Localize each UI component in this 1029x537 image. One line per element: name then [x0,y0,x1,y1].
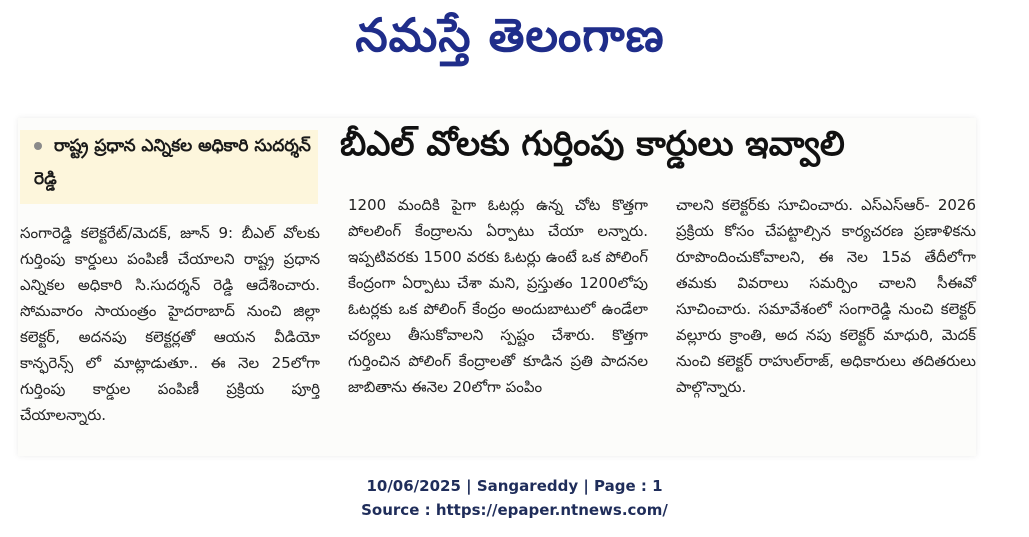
footer-dateline: 10/06/2025 | Sangareddy | Page : 1 [366,477,663,495]
article-column-2: 1200 మందికి పైగా ఓటర్లు ఉన్న చోట కొత్తగా పోలలింగ్ కేంద్రాలను ఏర్పాటు చేయా లన్నారు. ఇప్పటివరకు 1500 వరకు ఓటర్లు ఉంటే ఒక పోలింగ్ కేంద్రంగా ఏర్పాటు చేశా మని, ప్రస్తుతం 1200లోపు ఓటర్లకు ఒక పోలింగ్ కేంద్రం అందుబాటులో ఉండేలా చర్యలు తీసుకోవాలని స్పష్టం చేశారు. కొత్తగా గుర్తించిన పోలింగ్ కేంద్రాలతో కూడిన ప్రతి పాదనల జాబితాను ఈనెల 20లోగా పంపిం [348,196,648,396]
newspaper-masthead: నమస్తే తెలంగాణ [355,8,665,62]
page-footer [0,474,1029,522]
footer-source: Source : https://epaper.ntnews.com/ [361,501,668,519]
bullet-icon [34,142,42,150]
article-headline: బీఎల్ వోలకు గుర్తింపు కార్డులు ఇవ్వాలి [340,124,845,164]
highlight-quote [34,130,314,196]
article-column-1: సంగారెడ్డి కలెక్టరేట్/మెదక్, జూన్ 9: బీఎల్ వోలకు గుర్తింపు కార్డులు పంపిణీ చేయాలని రాష్ట్ర ప్రధాన ఎన్నికల అధికారి సి.సుదర్శన్ రెడ్డి ఆదేశించారు. సోమవారం సాయంత్రం హైదరాబాద్ నుంచి జిల్లా కలెక్టర్, అదనపు కలెక్టర్లతో ఆయన వీడియో కాన్ఫరెన్స్ లో మాట్లాడుతూ.. ఈ నెల 25లోగా గుర్తింపు కార్డుల పంపిణీ ప్రక్రియ పూర్తి చేయాలన్నారు. [20,224,320,424]
article-column-3: చాలని కలెక్టర్‌కు సూచించారు. ఎస్ఎస్ఆర్- 2026 ప్రక్రియ కోసం చేపట్టాల్సిన కార్యచరణ ప్రణాళికను రూపొందించుకోవాలని, ఈ నెల 15వ తేదీలోగా తమకు వివరాలు సమర్పిం చాలని సీఈవో సూచించారు. సమావేశంలో సంగారెడ్డి నుంచి కలెక్టర్ వల్లూరు క్రాంతి, అద నపు కలెక్టర్ మాధురి, మెదక్ నుంచి కలెక్టర్ రాహుల్‌రాజ్, అధికారులు తదితరులు పాల్గొన్నారు. [676,196,976,396]
highlight-text: రాష్ట్ర ప్రధాన ఎన్నికల అధికారి సుదర్శన్ రెడ్డి [34,136,311,189]
